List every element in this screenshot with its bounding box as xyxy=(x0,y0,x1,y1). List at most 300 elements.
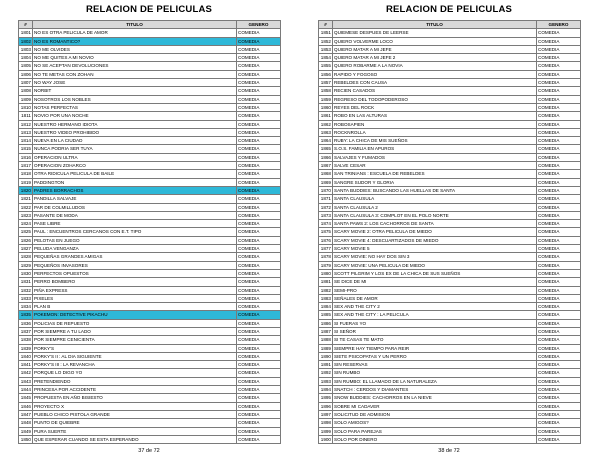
row-genre: COMEDIA xyxy=(537,145,581,153)
row-genre: COMEDIA xyxy=(537,327,581,335)
row-number: 1809 xyxy=(19,95,33,103)
row-genre: COMEDIA xyxy=(537,29,581,37)
row-title: SI TE CASAS TE MATO xyxy=(333,336,537,344)
row-title: PORQUE LO DIGO YO xyxy=(33,369,237,377)
table-row xyxy=(319,137,581,145)
table-row xyxy=(19,128,281,136)
table-row xyxy=(319,145,581,153)
row-number: 1849 xyxy=(19,427,33,435)
row-number: 1850 xyxy=(19,435,33,443)
row-title: POKEMON: DETECTIVE PIKACHU xyxy=(33,311,237,319)
row-number: 1827 xyxy=(19,245,33,253)
movie-table xyxy=(318,20,581,444)
row-title: SEX AND THE CITY 2 xyxy=(333,303,537,311)
row-title: SALVE CESAR xyxy=(333,162,537,170)
row-number: 1879 xyxy=(319,261,333,269)
row-genre: COMEDIA xyxy=(237,278,281,286)
row-title: PAR DE COLMILLUDOS xyxy=(33,203,237,211)
row-genre: COMEDIA xyxy=(537,245,581,253)
row-title: SEMI-PRO xyxy=(333,286,537,294)
table-row xyxy=(319,278,581,286)
row-number: 1825 xyxy=(19,228,33,236)
row-genre: COMEDIA xyxy=(237,386,281,394)
table-row xyxy=(319,95,581,103)
row-number: 1815 xyxy=(19,145,33,153)
row-genre: COMEDIA xyxy=(237,54,281,62)
table-row xyxy=(319,352,581,360)
row-number: 1882 xyxy=(319,286,333,294)
row-title: SCARY MOVIE 5 xyxy=(333,245,537,253)
row-number: 1866 xyxy=(319,153,333,161)
row-title: PADDINGTON xyxy=(33,178,237,186)
row-title: OTRA RIDICULA PELICULA DE BAILE xyxy=(33,170,237,178)
row-genre: COMEDIA xyxy=(537,336,581,344)
row-title: SOLO AMIGOS? xyxy=(333,419,537,427)
table-row xyxy=(19,87,281,95)
row-title: PELUDA VENGANZA xyxy=(33,245,237,253)
table-row xyxy=(19,170,281,178)
row-genre: COMEDIA xyxy=(537,236,581,244)
row-genre: COMEDIA xyxy=(537,377,581,385)
table-row xyxy=(319,245,581,253)
table-row xyxy=(319,327,581,335)
table-header-row xyxy=(19,21,281,29)
row-title: NOVIO POR UNA NOCHE xyxy=(33,112,237,120)
table-row xyxy=(19,228,281,236)
row-genre: COMEDIA xyxy=(237,62,281,70)
row-title: NORBIT xyxy=(33,87,237,95)
row-number: 1889 xyxy=(319,344,333,352)
row-title: SIEMPRE HAY TIEMPO PARA REIR xyxy=(333,344,537,352)
table-row xyxy=(319,62,581,70)
row-title: SANTA CLAUSULA 2 xyxy=(333,203,537,211)
table-row xyxy=(19,435,281,443)
row-title: SCARY MOVIE 4: DESCUARTIZADOS DE MIEDO xyxy=(333,236,537,244)
row-title: PUNTO DE QUIEBRE xyxy=(33,419,237,427)
row-genre: COMEDIA xyxy=(537,186,581,194)
row-number: 1883 xyxy=(319,294,333,302)
row-title: SIN RESERVAS xyxy=(333,361,537,369)
row-title: SANTA CLAUSULA xyxy=(333,195,537,203)
table-row xyxy=(319,120,581,128)
row-genre: COMEDIA xyxy=(237,120,281,128)
row-number: 1878 xyxy=(319,253,333,261)
row-number: 1877 xyxy=(319,245,333,253)
row-genre: COMEDIA xyxy=(537,220,581,228)
row-number: 1838 xyxy=(19,336,33,344)
row-genre: COMEDIA xyxy=(237,294,281,302)
row-title: SANTA BUDDIES: BUSCANDO LAS HUELLAS DE SANTA xyxy=(333,186,537,194)
row-number: 1898 xyxy=(319,419,333,427)
row-number: 1833 xyxy=(19,294,33,302)
table-row xyxy=(319,79,581,87)
table-row xyxy=(319,112,581,120)
row-number: 1884 xyxy=(319,303,333,311)
table-header-row xyxy=(319,21,581,29)
row-title: PASE LIBRE xyxy=(33,220,237,228)
row-genre: COMEDIA xyxy=(237,112,281,120)
row-genre: COMEDIA xyxy=(537,203,581,211)
row-title: SANTA CLAUSULA 3: COMPLOT EN EL POLO NORTE xyxy=(333,211,537,219)
row-genre: COMEDIA xyxy=(537,402,581,410)
row-number: 1854 xyxy=(319,54,333,62)
row-title: SOLO POR DINERO xyxy=(333,435,537,443)
row-genre: COMEDIA xyxy=(537,303,581,311)
row-number: 1881 xyxy=(319,278,333,286)
row-number: 1855 xyxy=(319,62,333,70)
row-title: SANTA PAWS 2: LOS CACHORROS DE SANTA xyxy=(333,220,537,228)
row-genre: COMEDIA xyxy=(237,95,281,103)
row-number: 1851 xyxy=(319,29,333,37)
row-number: 1888 xyxy=(319,336,333,344)
row-number: 1818 xyxy=(19,170,33,178)
row-title: PIÑA EXPRESS xyxy=(33,286,237,294)
row-title: SCARY MOVIE: NO HAY DOS SIN 3 xyxy=(333,253,537,261)
row-number: 1864 xyxy=(319,137,333,145)
table-row xyxy=(19,261,281,269)
table-row xyxy=(19,369,281,377)
row-title: SI SEÑOR xyxy=(333,327,537,335)
table-row xyxy=(19,410,281,418)
row-number: 1860 xyxy=(319,103,333,111)
table-row xyxy=(19,427,281,435)
row-number: 1862 xyxy=(319,120,333,128)
table-row xyxy=(19,311,281,319)
table-row xyxy=(19,79,281,87)
table-row xyxy=(19,178,281,186)
row-genre: COMEDIA xyxy=(237,79,281,87)
row-genre: COMEDIA xyxy=(537,62,581,70)
row-number: 1841 xyxy=(19,361,33,369)
row-number: 1806 xyxy=(19,70,33,78)
row-title: SEÑALES DE AMOR xyxy=(333,294,537,302)
table-row xyxy=(19,203,281,211)
row-number: 1853 xyxy=(319,45,333,53)
table-row xyxy=(319,195,581,203)
table-row xyxy=(19,278,281,286)
table-row xyxy=(319,153,581,161)
table-row xyxy=(19,419,281,427)
table-row xyxy=(19,112,281,120)
row-title: POR SIEMPRE A TU LADO xyxy=(33,327,237,335)
row-genre: COMEDIA xyxy=(237,245,281,253)
row-number: 1802 xyxy=(19,37,33,45)
row-genre: COMEDIA xyxy=(237,361,281,369)
table-row xyxy=(19,162,281,170)
row-title: OPERACION ZOHARCO xyxy=(33,162,237,170)
row-genre: COMEDIA xyxy=(237,352,281,360)
row-title: SCOTT PILGRIM Y LOS EX DE LA CHICA DE SUS SUEÑOS xyxy=(333,269,537,277)
table-row xyxy=(319,220,581,228)
row-number: 1821 xyxy=(19,195,33,203)
row-genre: COMEDIA xyxy=(237,286,281,294)
table-row xyxy=(319,203,581,211)
row-title: SCARY MOVIE: UNA PELICULA DE MIEDO xyxy=(333,261,537,269)
table-row xyxy=(319,303,581,311)
table-row xyxy=(319,419,581,427)
table-row xyxy=(19,253,281,261)
table-row xyxy=(319,70,581,78)
row-genre: COMEDIA xyxy=(537,120,581,128)
table-row xyxy=(319,170,581,178)
row-number: 1839 xyxy=(19,344,33,352)
row-number: 1880 xyxy=(319,269,333,277)
table-row xyxy=(19,153,281,161)
row-title: NOTAS PERFECTAS xyxy=(33,103,237,111)
table-row xyxy=(319,311,581,319)
row-number: 1846 xyxy=(19,402,33,410)
row-title: SEX AND THE CITY : LA PELICULA xyxy=(333,311,537,319)
row-genre: COMEDIA xyxy=(537,211,581,219)
row-title: NUNCA PODRIA SER TUYA xyxy=(33,145,237,153)
row-genre: COMEDIA xyxy=(537,70,581,78)
row-title: SOLO PARA PAREJAS xyxy=(333,427,537,435)
table-row xyxy=(19,195,281,203)
row-number: 1865 xyxy=(319,145,333,153)
row-number: 1890 xyxy=(319,352,333,360)
table-row xyxy=(19,54,281,62)
row-number: 1826 xyxy=(19,236,33,244)
row-number: 1816 xyxy=(19,153,33,161)
row-genre: COMEDIA xyxy=(537,410,581,418)
table-row xyxy=(19,303,281,311)
table-row xyxy=(19,236,281,244)
row-number: 1885 xyxy=(319,311,333,319)
row-title: PAUL : ENCUENTROS CERCANOS CON E.T. TIPO xyxy=(33,228,237,236)
row-title: SIETE PSICOPATAS Y UN PERRO xyxy=(333,352,537,360)
row-title: RUBY: LA CHICA DE MIS SUEÑOS xyxy=(333,137,537,145)
row-genre: COMEDIA xyxy=(237,311,281,319)
row-number: 1803 xyxy=(19,45,33,53)
table-row xyxy=(19,62,281,70)
row-number: 1900 xyxy=(319,435,333,443)
row-number: 1829 xyxy=(19,261,33,269)
row-genre: COMEDIA xyxy=(537,45,581,53)
header-title: TITULO xyxy=(333,21,537,29)
row-number: 1852 xyxy=(319,37,333,45)
row-title: QUIERO VOLVERME LOCO xyxy=(333,37,537,45)
row-number: 1874 xyxy=(319,220,333,228)
row-title: PURA SUERTE xyxy=(33,427,237,435)
table-row xyxy=(319,162,581,170)
row-genre: COMEDIA xyxy=(537,352,581,360)
table-row xyxy=(319,178,581,186)
row-number: 1808 xyxy=(19,87,33,95)
row-title: QUIERO MATAR A MI JEFE 2 xyxy=(333,54,537,62)
row-number: 1843 xyxy=(19,377,33,385)
row-genre: COMEDIA xyxy=(237,377,281,385)
table-row xyxy=(19,145,281,153)
row-genre: COMEDIA xyxy=(537,386,581,394)
row-number: 1870 xyxy=(319,186,333,194)
row-genre: COMEDIA xyxy=(237,394,281,402)
row-genre: COMEDIA xyxy=(237,220,281,228)
row-genre: COMEDIA xyxy=(537,294,581,302)
row-number: 1812 xyxy=(19,120,33,128)
table-row xyxy=(319,294,581,302)
row-title: QUE ESPERAR CUANDO SE ESTA ESPERANDO xyxy=(33,435,237,443)
row-title: SIN RUMBO: EL LLAMADO DE LA NATURALEZA xyxy=(333,377,537,385)
row-genre: COMEDIA xyxy=(237,369,281,377)
page-title: RELACION DE PELICULAS xyxy=(385,4,513,15)
row-number: 1807 xyxy=(19,79,33,87)
table-row xyxy=(319,128,581,136)
row-title: PIXELES xyxy=(33,294,237,302)
row-genre: COMEDIA xyxy=(537,112,581,120)
row-title: PERRO BOMBERO xyxy=(33,278,237,286)
row-genre: COMEDIA xyxy=(537,344,581,352)
row-title: SNOW BUDDIES: CACHORROS EN LA NIEVE xyxy=(333,394,537,402)
row-number: 1876 xyxy=(319,236,333,244)
row-title: ROBO EN LAS ALTURAS xyxy=(333,112,537,120)
row-number: 1886 xyxy=(319,319,333,327)
row-genre: COMEDIA xyxy=(237,261,281,269)
table-row xyxy=(319,236,581,244)
row-title: QUIERO ROBARME A LA NOVIA xyxy=(333,62,537,70)
row-number: 1822 xyxy=(19,203,33,211)
row-number: 1892 xyxy=(319,369,333,377)
row-number: 1871 xyxy=(319,195,333,203)
row-number: 1891 xyxy=(319,361,333,369)
row-title: RAPIDO Y FOGOSO xyxy=(333,70,537,78)
row-genre: COMEDIA xyxy=(237,319,281,327)
row-title: REGRESO DEL TODOPODEROSO xyxy=(333,95,537,103)
row-title: NO WAY JOSE xyxy=(33,79,237,87)
table-row xyxy=(319,261,581,269)
row-genre: COMEDIA xyxy=(237,203,281,211)
row-number: 1835 xyxy=(19,311,33,319)
table-row xyxy=(19,402,281,410)
table-row xyxy=(19,294,281,302)
row-number: 1894 xyxy=(319,386,333,394)
table-row xyxy=(319,435,581,443)
row-genre: COMEDIA xyxy=(237,211,281,219)
row-number: 1868 xyxy=(319,170,333,178)
row-title: NOSOTROS LOS NOBLES xyxy=(33,95,237,103)
row-genre: COMEDIA xyxy=(537,128,581,136)
row-title: POLICIAS DE REPUESTO xyxy=(33,319,237,327)
row-number: 1875 xyxy=(319,228,333,236)
row-title: SI FUERAS YO xyxy=(333,319,537,327)
table-row xyxy=(319,37,581,45)
row-genre: COMEDIA xyxy=(237,402,281,410)
row-genre: COMEDIA xyxy=(237,37,281,45)
table-row xyxy=(19,344,281,352)
table-row xyxy=(19,70,281,78)
table-row xyxy=(19,137,281,145)
row-title: PROYECTO X xyxy=(33,402,237,410)
row-number: 1810 xyxy=(19,103,33,111)
row-genre: COMEDIA xyxy=(237,435,281,443)
row-number: 1848 xyxy=(19,419,33,427)
row-title: S.O.S. FAMILIA EN APUROS xyxy=(333,145,537,153)
header-number: # xyxy=(319,21,333,29)
row-title: RECIEN CASADOS xyxy=(333,87,537,95)
row-genre: COMEDIA xyxy=(537,269,581,277)
row-number: 1801 xyxy=(19,29,33,37)
row-number: 1867 xyxy=(319,162,333,170)
row-genre: COMEDIA xyxy=(537,162,581,170)
row-title: SE DICE DE MI xyxy=(333,278,537,286)
row-number: 1861 xyxy=(319,112,333,120)
table-row xyxy=(19,245,281,253)
row-genre: COMEDIA xyxy=(537,427,581,435)
row-genre: COMEDIA xyxy=(537,195,581,203)
row-title: SNATCH : CERDOS Y DIAMANTES xyxy=(333,386,537,394)
row-title: PANDILLA SALVAJE xyxy=(33,195,237,203)
page-number: 38 de 72 xyxy=(438,448,460,454)
row-title: PRINCESA POR ACCIDENTE xyxy=(33,386,237,394)
row-number: 1805 xyxy=(19,62,33,70)
row-number: 1811 xyxy=(19,112,33,120)
table-row xyxy=(19,386,281,394)
table-row xyxy=(319,186,581,194)
table-row xyxy=(319,269,581,277)
table-row xyxy=(319,103,581,111)
table-row xyxy=(319,410,581,418)
row-number: 1814 xyxy=(19,137,33,145)
row-genre: COMEDIA xyxy=(537,54,581,62)
table-row xyxy=(319,228,581,236)
row-number: 1840 xyxy=(19,352,33,360)
row-title: PELOTAS EN JUEGO xyxy=(33,236,237,244)
page-title: RELACION DE PELICULAS xyxy=(85,4,213,15)
table-row xyxy=(19,394,281,402)
row-number: 1863 xyxy=(319,128,333,136)
row-title: PUEBLO CHICO PISTOLA GRANDE xyxy=(33,410,237,418)
row-genre: COMEDIA xyxy=(237,228,281,236)
row-title: SCARY MOVIE 2: OTRA PELICULA DE MIEDO xyxy=(333,228,537,236)
row-title: NO TE METAS CON ZOHAN xyxy=(33,70,237,78)
row-genre: COMEDIA xyxy=(537,419,581,427)
row-number: 1893 xyxy=(319,377,333,385)
row-number: 1824 xyxy=(19,220,33,228)
table-row xyxy=(19,319,281,327)
movie-table xyxy=(18,20,281,444)
row-number: 1832 xyxy=(19,286,33,294)
row-number: 1837 xyxy=(19,327,33,335)
row-genre: COMEDIA xyxy=(537,153,581,161)
table-row xyxy=(319,386,581,394)
table-row xyxy=(319,286,581,294)
header-genre: GENERO xyxy=(537,21,581,29)
row-genre: COMEDIA xyxy=(537,178,581,186)
row-genre: COMEDIA xyxy=(537,319,581,327)
row-title: SALVAJES Y FUMADOS xyxy=(333,153,537,161)
table-row xyxy=(19,45,281,53)
table-row xyxy=(319,253,581,261)
row-number: 1895 xyxy=(319,394,333,402)
row-number: 1834 xyxy=(19,303,33,311)
row-genre: COMEDIA xyxy=(537,170,581,178)
row-title: NO SE ACEPTAN DEVOLUCIONES xyxy=(33,62,237,70)
row-title: PLAN B xyxy=(33,303,237,311)
row-genre: COMEDIA xyxy=(237,236,281,244)
row-genre: COMEDIA xyxy=(537,361,581,369)
row-genre: COMEDIA xyxy=(237,410,281,418)
row-title: PERFECTOS OPUESTOS xyxy=(33,269,237,277)
row-number: 1869 xyxy=(319,178,333,186)
row-genre: COMEDIA xyxy=(537,79,581,87)
row-genre: COMEDIA xyxy=(237,195,281,203)
row-title: PORKY'S III : LA REVANCHA xyxy=(33,361,237,369)
row-genre: COMEDIA xyxy=(237,327,281,335)
row-genre: COMEDIA xyxy=(237,427,281,435)
row-number: 1817 xyxy=(19,162,33,170)
row-genre: COMEDIA xyxy=(237,45,281,53)
row-title: NUESTRO HERMANO IDIOTA xyxy=(33,120,237,128)
table-row xyxy=(19,327,281,335)
